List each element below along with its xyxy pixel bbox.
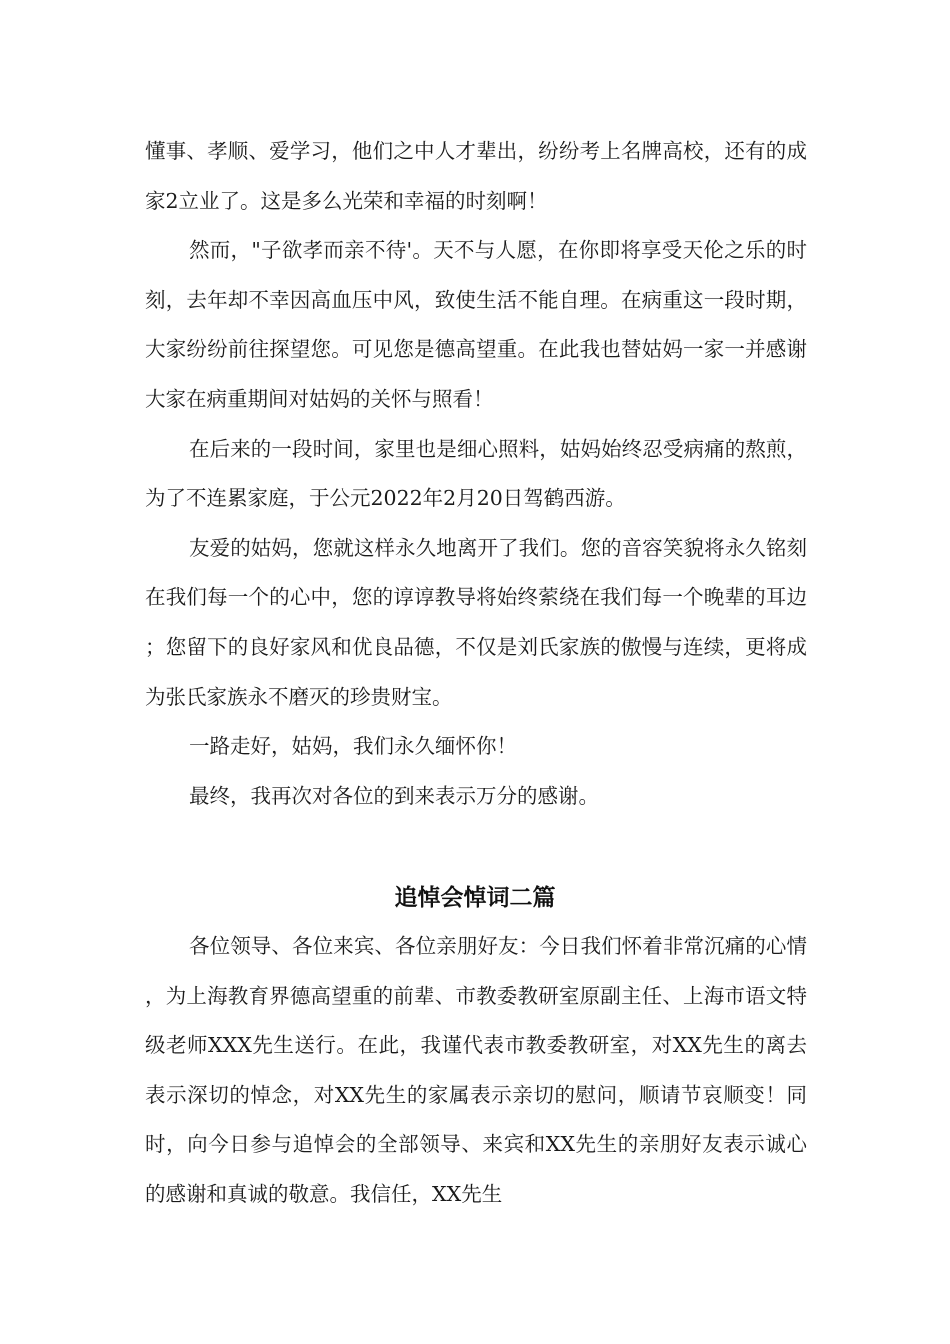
paragraph-remembrance: 友爱的姑妈，您就这样永久地离开了我们。您的音容笑貌将永久铭刻在我们每一个的心中，您的谆谆教导将始终萦绕在我们每一个晚辈的耳边；您留下的良好家风和优良品德，不仅是刘氏家族的傲慢与连续，更将成为张氏家族永不磨灭的珍贵财宝。 [145, 535, 807, 709]
section-two-title: 追悼会悼词二篇 [394, 885, 556, 911]
paragraph-passing: 在后来的一段时间，家里也是细心照料，姑妈始终忍受病痛的熬煎，为了不连累家庭，于公元2022年2月20日驾鹤西游。 [145, 436, 807, 511]
paragraph-farewell: 一路走好，姑妈，我们永久缅怀你！ [189, 734, 517, 759]
paragraph-eulogy-opening: 各位领导、各位来宾、各位亲朋好友：今日我们怀着非常沉痛的心情，为上海教育界德高望重的前辈、市教委教研室原副主任、上海市语文特级老师XXX先生送行。在此，我谨代表市教委教研室，对XX先生的离去表示深切的悼念，对XX先生的家属表示亲切的慰问，顺请节哀顺变！同时，向今日参与追悼会的全部领导、来宾和XX先生的亲朋好友表示诚心的感谢和真诚的敬意。我信任，XX先生 [145, 934, 807, 1206]
paragraph-continuation: 懂事、孝顺、爱学习，他们之中人才辈出，纷纷考上名牌高校，还有的成家2立业了。这是多么光荣和幸福的时刻啊！ [145, 139, 807, 213]
section-one-body [145, 127, 807, 821]
paragraph-illness: 然而，"子欲孝而亲不待'。天不与人愿，在你即将享受天伦之乐的时刻，去年却不幸因高血压中风，致使生活不能自理。在病重这一段时期，大家纷纷前往探望您。可见您是德高望重。在此我也替姑妈一家一并感谢大家在病重期间对姑妈的关怀与照看！ [145, 238, 807, 411]
section-two-body [145, 922, 807, 1220]
paragraph-thanks: 最终，我再次对各位的到来表示万分的感谢。 [189, 783, 599, 808]
